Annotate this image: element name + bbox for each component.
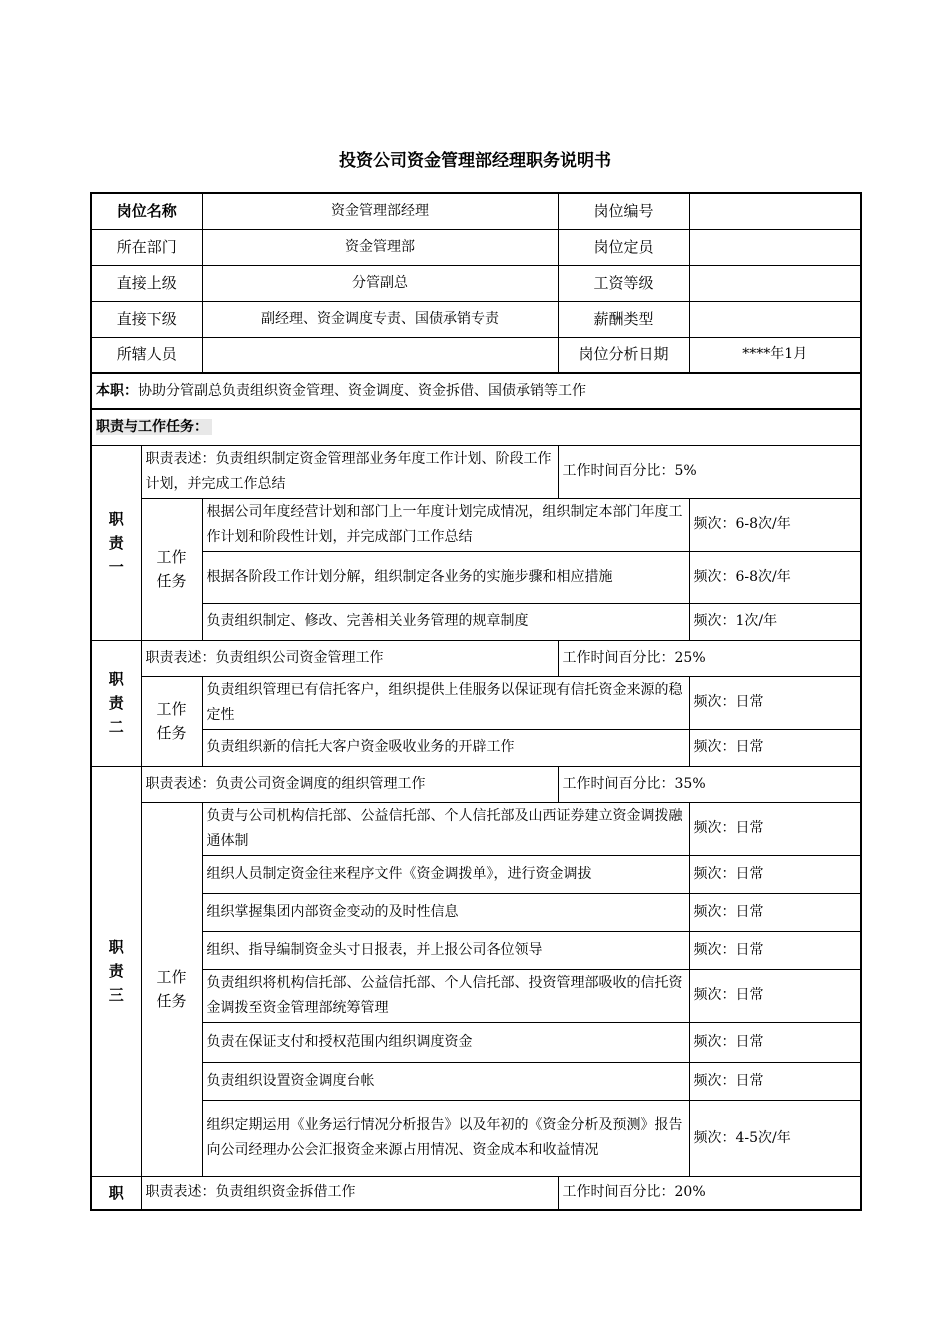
position-code-label: 岗位编号 (558, 193, 689, 229)
duty-3-task-label: 工作 任务 (141, 802, 202, 1176)
pay-type-label: 薪酬类型 (558, 301, 689, 337)
analysis-date-value: ****年1月 (689, 337, 861, 373)
position-name-value: 资金管理部经理 (202, 193, 558, 229)
duty-1-task-3-frequency: 频次：1次/年 (689, 603, 861, 640)
duty-3-task-7: 负责组织设置资金调度台帐 (202, 1062, 689, 1100)
duty-1-label: 职 责 一 (91, 445, 141, 640)
duties-heading: 职责与工作任务： (96, 419, 212, 435)
duty-3-task-7-frequency: 频次：日常 (689, 1062, 861, 1100)
duty-1-task-3: 负责组织制定、修改、完善相关业务管理的规章制度 (202, 603, 689, 640)
duty-2-percent: 工作时间百分比：25% (558, 640, 861, 676)
duty-4-description: 职责表述：负责组织资金拆借工作 (141, 1176, 558, 1210)
duty-2-task-1: 负责组织管理已有信托客户，组织提供上佳服务以保证现有信托资金来源的稳定性 (202, 676, 689, 729)
duty-1-percent: 工作时间百分比：5% (558, 445, 861, 498)
direct-subordinate-value: 副经理、资金调度专责、国债承销专责 (202, 301, 558, 337)
duty-3-task-3-frequency: 频次：日常 (689, 893, 861, 931)
position-name-label: 岗位名称 (91, 193, 202, 229)
job-description-table (90, 192, 862, 1211)
direct-subordinate-label: 直接下级 (91, 301, 202, 337)
document-title: 投资公司资金管理部经理职务说明书 (339, 151, 611, 171)
duty-2-task-label: 工作 任务 (141, 676, 202, 766)
duty-3-description: 职责表述：负责公司资金调度的组织管理工作 (141, 766, 558, 802)
main-duty-label: 本职： (96, 382, 138, 399)
headcount-value (689, 229, 861, 265)
duty-1-task-1-frequency: 频次：6-8次/年 (689, 498, 861, 551)
salary-grade-label: 工资等级 (558, 265, 689, 301)
duty-1-task-2: 根据各阶段工作计划分解，组织制定各业务的实施步骤和相应措施 (202, 551, 689, 603)
staff-value (202, 337, 558, 373)
duty-4-percent: 工作时间百分比：20% (558, 1176, 861, 1210)
salary-grade-value (689, 265, 861, 301)
duties-heading-cell (91, 409, 861, 445)
duty-3-task-2: 组织人员制定资金往来程序文件《资金调拨单》，进行资金调拔 (202, 855, 689, 893)
position-code-value (689, 193, 861, 229)
direct-superior-value: 分管副总 (202, 265, 558, 301)
duty-3-task-8: 组织定期运用《业务运行情况分析报告》以及年初的《资金分析及预测》报告向公司经理办公会汇报资金来源占用情况、资金成本和收益情况 (202, 1100, 689, 1176)
duty-2-task-2: 负责组织新的信托大客户资金吸收业务的开辟工作 (202, 729, 689, 766)
duty-3-task-5: 负责组织将机构信托部、公益信托部、个人信托部、投资管理部吸收的信托资金调拨至资金管理部统筹管理 (202, 969, 689, 1022)
duty-3-task-4: 组织、指导编制资金头寸日报表，并上报公司各位领导 (202, 931, 689, 969)
duty-3-percent: 工作时间百分比：35% (558, 766, 861, 802)
duty-1-task-1: 根据公司年度经营计划和部门上一年度计划完成情况，组织制定本部门年度工作计划和阶段性计划，并完成部门工作总结 (202, 498, 689, 551)
duty-3-task-2-frequency: 频次：日常 (689, 855, 861, 893)
staff-label: 所辖人员 (91, 337, 202, 373)
duty-3-task-6-frequency: 频次：日常 (689, 1022, 861, 1062)
main-duty-text: 协助分管副总负责组织资金管理、资金调度、资金拆借、国债承销等工作 (138, 382, 586, 399)
duty-1-description: 职责表述：负责组织制定资金管理部业务年度工作计划、阶段工作计划，并完成工作总结 (141, 445, 558, 498)
duty-3-task-8-frequency: 频次：4-5次/年 (689, 1100, 861, 1176)
main-duty (91, 373, 861, 409)
duty-2-label: 职 责 二 (91, 640, 141, 766)
duty-2-description: 职责表述：负责组织公司资金管理工作 (141, 640, 558, 676)
duty-2-task-2-frequency: 频次：日常 (689, 729, 861, 766)
duty-3-task-6: 负责在保证支付和授权范围内组织调度资金 (202, 1022, 689, 1062)
duty-3-task-3: 组织掌握集团内部资金变动的及时性信息 (202, 893, 689, 931)
department-value: 资金管理部 (202, 229, 558, 265)
duty-3-label: 职 责 三 (91, 766, 141, 1176)
department-label: 所在部门 (91, 229, 202, 265)
duty-3-task-4-frequency: 频次：日常 (689, 931, 861, 969)
duty-2-task-1-frequency: 频次：日常 (689, 676, 861, 729)
duty-3-task-5-frequency: 频次：日常 (689, 969, 861, 1022)
duty-3-task-1-frequency: 频次：日常 (689, 802, 861, 855)
headcount-label: 岗位定员 (558, 229, 689, 265)
direct-superior-label: 直接上级 (91, 265, 202, 301)
duty-3-task-1: 负责与公司机构信托部、公益信托部、个人信托部及山西证券建立资金调拨融通体制 (202, 802, 689, 855)
pay-type-value (689, 301, 861, 337)
duty-4-label: 职 (91, 1176, 141, 1210)
duty-1-task-2-frequency: 频次：6-8次/年 (689, 551, 861, 603)
duty-1-task-label: 工作 任务 (141, 498, 202, 640)
analysis-date-label: 岗位分析日期 (558, 337, 689, 373)
